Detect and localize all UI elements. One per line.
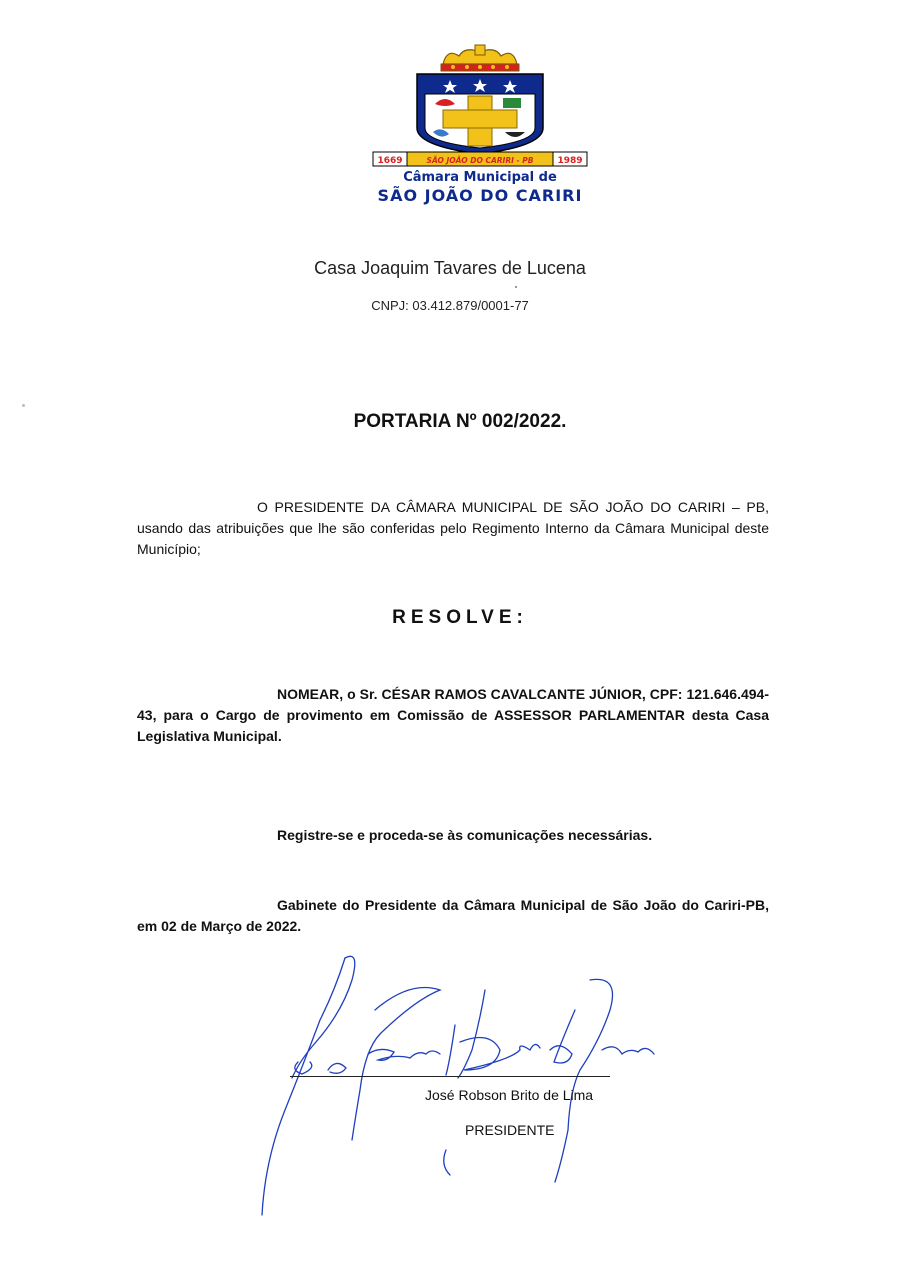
scan-speck — [515, 286, 517, 288]
register-paragraph — [137, 827, 769, 843]
appointment-text: NOMEAR, o Sr. CÉSAR RAMOS CAVALCANTE JÚNIOR, CPF: 121.646.494-43, para o Cargo de provimento em Comissão de ASSESSOR PARLAMENTAR desta Casa Legislativa Municipal. — [137, 686, 769, 744]
institution-name-line1: Câmara Municipal de — [403, 170, 557, 185]
office-date-paragraph — [137, 895, 769, 937]
house-name: Casa Joaquim Tavares de Lucena — [314, 258, 586, 278]
municipal-crest-logo — [355, 42, 605, 172]
institution-name-line2: SÃO JOÃO DO CARIRI — [377, 186, 583, 205]
resolve-heading: RESOLVE: — [392, 607, 528, 628]
preamble-text: O PRESIDENTE DA CÂMARA MUNICIPAL DE SÃO JOÃO DO CARIRI – PB, usando das atribuições que lhe são conferidas pelo Regimento Interno da Câmara Municipal deste Município; — [137, 499, 769, 557]
scan-speck — [22, 404, 25, 407]
ribbon-text: SÃO JOÃO DO CARIRI - PB — [426, 156, 534, 165]
signer-name: José Robson Brito de Lima — [425, 1087, 594, 1103]
office-date-text: Gabinete do Presidente da Câmara Municipal de São João do Cariri-PB, em 02 de Março de 2022. — [137, 897, 769, 934]
crown-icon — [441, 45, 519, 71]
cnpj-number: CNPJ: 03.412.879/0001-77 — [371, 298, 529, 313]
document-title: PORTARIA Nº 002/2022. — [353, 411, 567, 432]
appointment-paragraph — [137, 684, 769, 747]
ribbon-year-left: 1669 — [377, 156, 403, 166]
preamble-paragraph — [137, 497, 769, 560]
signature-line — [290, 1076, 610, 1077]
handwritten-signature — [250, 950, 670, 1220]
register-text: Registre-se e proceda-se às comunicações necessárias. — [277, 827, 653, 843]
signer-role: PRESIDENTE — [465, 1122, 555, 1138]
ribbon-year-right: 1989 — [557, 156, 583, 166]
